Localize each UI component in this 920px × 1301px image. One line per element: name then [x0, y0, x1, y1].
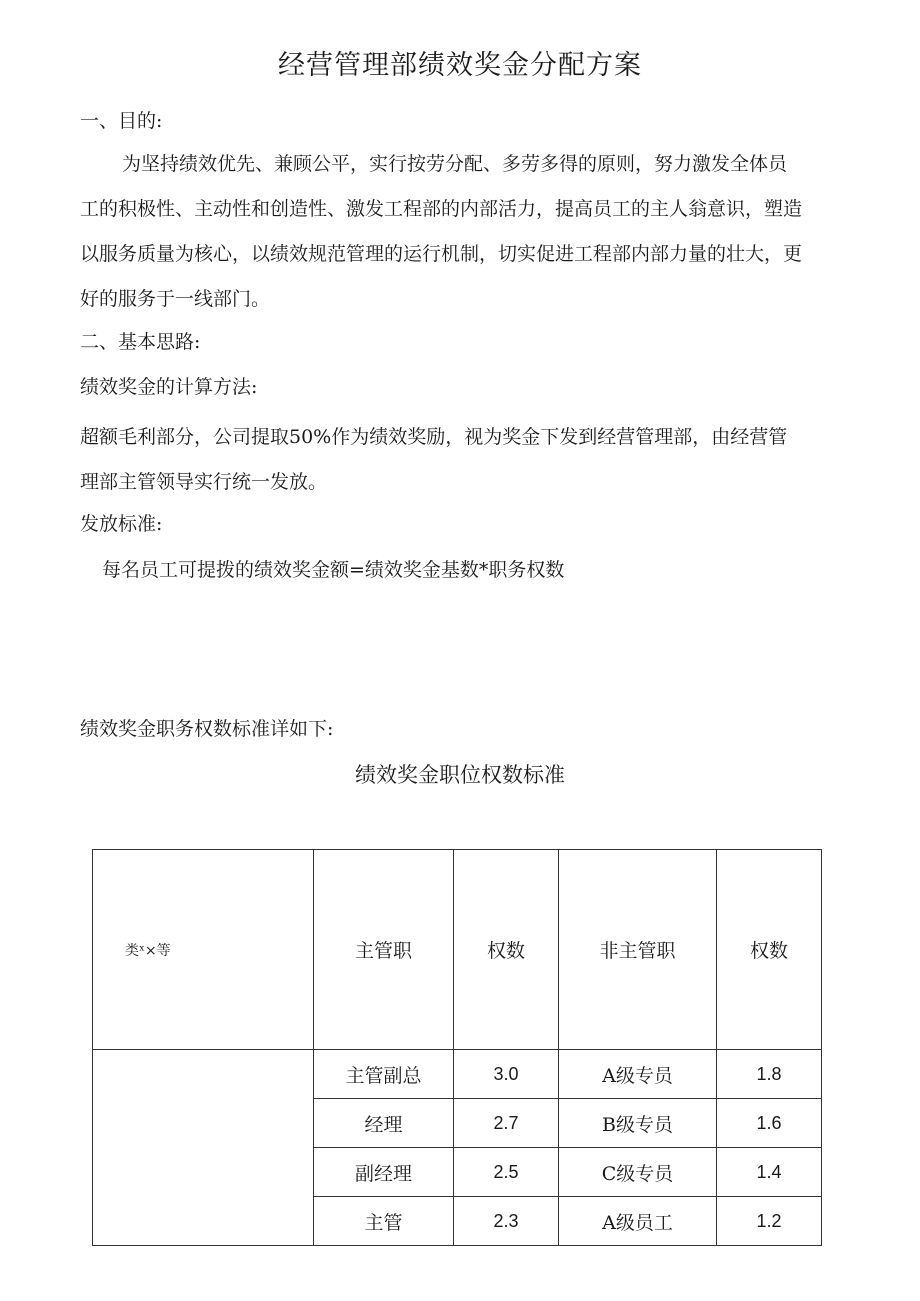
purpose-line-3: 以服务质量为核心，以绩效规范管理的运行机制，切实促进工程部内部力量的壮大，更 — [80, 243, 803, 265]
table-row — [93, 1050, 822, 1099]
weight-cell: 1.8 — [717, 1050, 822, 1099]
header-managerial: 主管职 — [314, 850, 454, 1050]
table-caption: 绩效奖金职位权数标准 — [355, 763, 565, 787]
non-managerial-cell: C级专员 — [559, 1148, 717, 1197]
managerial-cell: 主管副总 — [314, 1050, 454, 1099]
standard-heading: 发放标准: — [80, 513, 163, 535]
weights-table — [92, 849, 822, 1246]
managerial-cell: 经理 — [314, 1099, 454, 1148]
weight-cell: 2.3 — [454, 1197, 559, 1246]
table-intro: 绩效奖金职务权数标准详如下: — [80, 718, 334, 740]
calc-line-2: 理部主管领导实行统一发放。 — [80, 471, 328, 493]
header-non-managerial: 非主管职 — [559, 850, 717, 1050]
calc-method-heading: 绩效奖金的计算方法: — [80, 376, 258, 398]
non-managerial-cell: A级员工 — [559, 1197, 717, 1246]
non-managerial-cell: A级专员 — [559, 1050, 717, 1099]
header-weight-non-managerial: 权数 — [717, 850, 822, 1050]
non-managerial-cell: B级专员 — [559, 1099, 717, 1148]
managerial-cell: 主管 — [314, 1197, 454, 1246]
weight-cell: 1.2 — [717, 1197, 822, 1246]
weight-cell: 2.5 — [454, 1148, 559, 1197]
category-cell — [93, 1050, 314, 1246]
weight-cell: 1.6 — [717, 1099, 822, 1148]
calc-line-1: 超额毛利部分，公司提取50%作为绩效奖励，视为奖金下发到经营管理部，由经营管 — [80, 426, 788, 448]
header-weight-managerial: 权数 — [454, 850, 559, 1050]
managerial-cell: 副经理 — [314, 1148, 454, 1197]
purpose-line-2: 工的积极性、主动性和创造性、激发工程部的内部活力，提高员工的主人翁意识，塑造 — [80, 198, 803, 220]
weight-cell: 1.4 — [717, 1148, 822, 1197]
purpose-line-4: 好的服务于一线部门。 — [80, 288, 271, 310]
bonus-formula: 每名员工可提拨的绩效奖金额=绩效奖金基数*职务权数 — [102, 559, 565, 581]
header-category: 类ˣ×等 — [93, 850, 314, 1050]
document-title: 经营管理部绩效奖金分配方案 — [278, 50, 642, 81]
weight-cell: 2.7 — [454, 1099, 559, 1148]
weight-cell: 3.0 — [454, 1050, 559, 1099]
section2-heading: 二、基本思路: — [80, 331, 201, 353]
table-header-row — [93, 850, 822, 1050]
purpose-line-1: 为坚持绩效优先、兼顾公平，实行按劳分配、多劳多得的原则，努力激发全体员 — [122, 153, 788, 175]
section1-heading: 一、目的: — [80, 110, 163, 132]
